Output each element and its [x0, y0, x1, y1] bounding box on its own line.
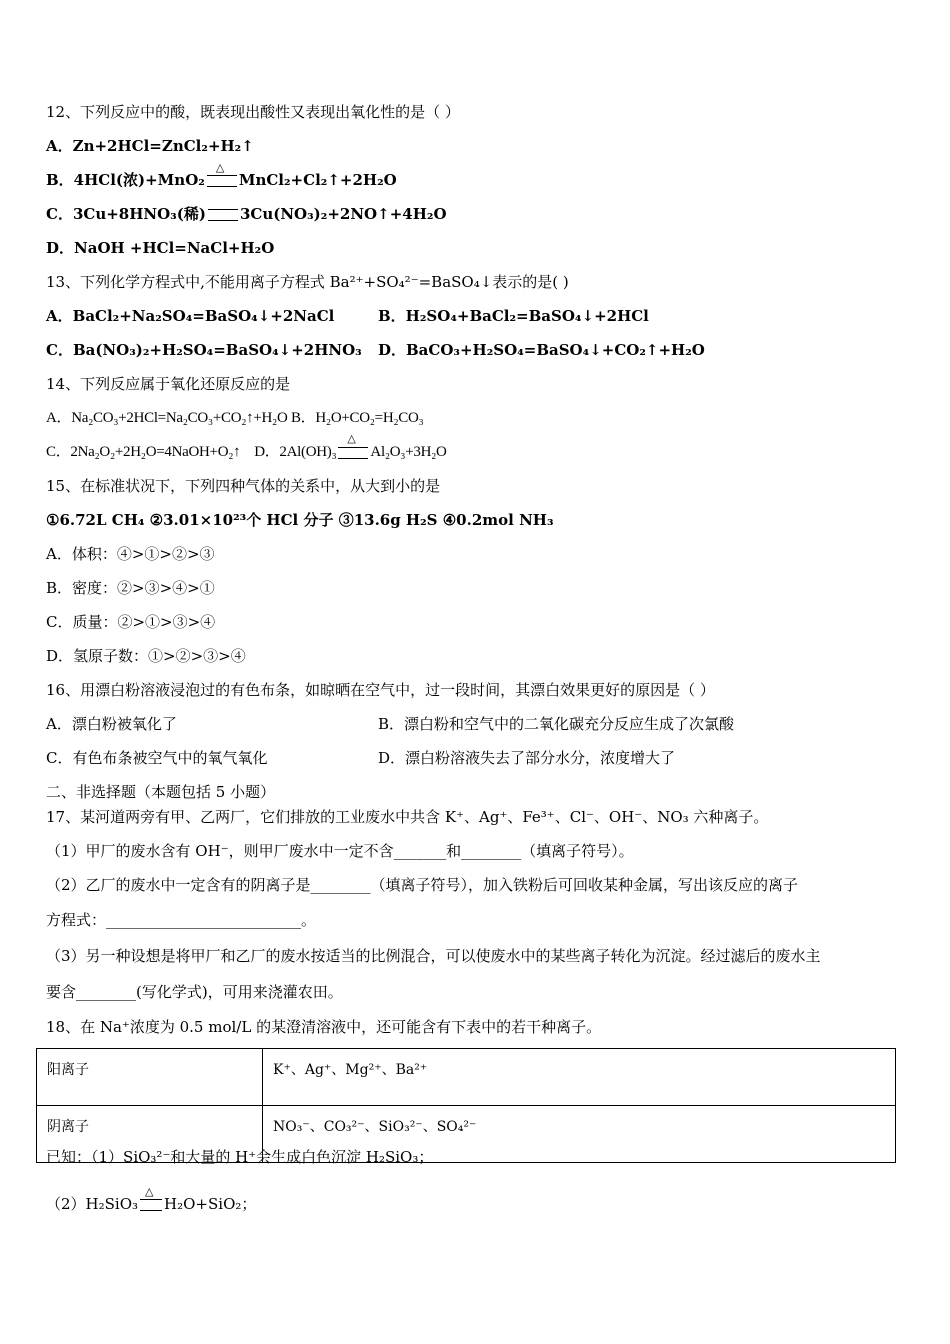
option-a-b: A．Na₂CO₃+2HCl=Na₂CO₃+CO₂↑+H₂O B．H₂O+CO₂=H₂CO₃ — [46, 410, 424, 426]
option-a: A．体积：④>①>②>③ — [46, 545, 215, 563]
sub-question-1: （1）甲厂的废水含有 OH⁻，则甲厂废水中一定不含_______和________（填离子符号）。 — [46, 842, 634, 860]
question-stem: 18、在 Na⁺浓度为 0.5 mol/L 的某澄清溶液中，还可能含有下表中的若干种离子。 — [46, 1018, 602, 1036]
option-row — [46, 340, 705, 360]
equation-left: D．2Al(OH)₃ — [254, 444, 337, 460]
option-row — [46, 306, 649, 326]
heat-triangle-icon: △ — [215, 161, 225, 174]
question-stem: 14、下列反应属于氧化还原反应的是 — [46, 375, 291, 393]
heat-equals-sign — [207, 161, 237, 187]
sub-question-2: （2）乙厂的废水中一定含有的阴离子是________（填离子符号），加入铁粉后可回收某种金属，写出该反应的离子 — [46, 876, 799, 894]
option-row — [46, 432, 447, 462]
option-c: C．Ba(NO₃)₂+H₂SO₄=BaSO₄↓+2HNO₃ — [46, 341, 362, 359]
option-row — [46, 748, 676, 768]
option-b: B．H₂SO₄+BaCl₂=BaSO₄↓+2HCl — [378, 307, 649, 325]
equation-right: 3Cu(NO₃)₂+2NO↑+4H₂O — [239, 205, 447, 223]
sub-question-3-cont: 要含________(写化学式)，可用来浇灌农田。 — [46, 983, 343, 1001]
known-1: 已知：（1）SiO₃²⁻和大量的 H⁺会生成白色沉淀 H₂SiO₃； — [46, 1148, 434, 1166]
option-a: A．BaCl₂+Na₂SO₄=BaSO₄↓+2NaCl — [46, 307, 335, 325]
option-b: B．密度：②>③>④>① — [46, 579, 215, 597]
section-heading: 二、非选择题（本题包括 5 小题） — [46, 783, 276, 801]
row-value: NO₃⁻、CO₃²⁻、SiO₃²⁻、SO₄²⁻ — [263, 1106, 896, 1163]
equation-left: C．3Cu+8HNO₃(稀) — [46, 205, 206, 223]
equation-right: MnCl₂+Cl₂↑+2H₂O — [238, 171, 397, 189]
equation-right: H₂O+SiO₂； — [164, 1195, 257, 1213]
option-d: D．BaCO₃+H₂SO₄=BaSO₄↓+CO₂↑+H₂O — [378, 341, 705, 359]
option-a: A．漂白粉被氧化了 — [46, 715, 177, 733]
option-d — [254, 432, 447, 460]
option-b — [46, 161, 397, 190]
question-stem: 13、下列化学方程式中,不能用离子方程式 Ba²⁺+SO₄²⁻=BaSO₄↓表示的是( ) — [46, 273, 569, 291]
gas-list: ①6.72L CH₄ ②3.01×10²³个 HCl 分子 ③13.6g H₂S ④0.2mol NH₃ — [46, 511, 554, 529]
row-header: 阴离子 — [37, 1106, 263, 1163]
option-c: C．质量：②>①>③>④ — [46, 613, 216, 631]
equation-left: B．4HCl(浓)+MnO₂ — [46, 171, 205, 189]
equals-sign — [208, 209, 238, 221]
row-header: 阳离子 — [37, 1049, 263, 1106]
option-a: A．Zn+2HCl=ZnCl₂+H₂↑ — [46, 137, 254, 155]
question-stem: 15、在标准状况下，下列四种气体的关系中，从大到小的是 — [46, 477, 441, 495]
option-d: D．氢原子数：①>②>③>④ — [46, 647, 246, 665]
option-d: D．NaOH +HCl=NaCl+H₂O — [46, 239, 275, 257]
option-row — [46, 714, 735, 734]
known-2 — [46, 1185, 257, 1214]
heat-equals-sign — [338, 432, 368, 459]
question-stem: 16、用漂白粉溶液浸泡过的有色布条，如晾晒在空气中，过一段时间，其漂白效果更好的原因是（ ） — [46, 681, 715, 699]
question-stem: 12、下列反应中的酸，既表现出酸性又表现出氧化性的是（ ） — [46, 103, 460, 121]
option-b: B．漂白粉和空气中的二氧化碳充分反应生成了次氯酸 — [378, 715, 735, 733]
option-c: C．2Na₂O₂+2H₂O=4NaOH+O₂↑ — [46, 444, 241, 460]
option-c: C．有色布条被空气中的氧气氧化 — [46, 749, 268, 767]
ion-table — [36, 1048, 896, 1163]
option-d: D．漂白粉溶液失去了部分水分，浓度增大了 — [378, 749, 676, 767]
equation-left: （2）H₂SiO₃ — [46, 1195, 139, 1213]
heat-triangle-icon: △ — [347, 432, 356, 445]
equation-right: Al₂O₃+3H₂O — [370, 444, 447, 460]
heat-triangle-icon: △ — [145, 1185, 154, 1198]
row-value: K⁺、Ag⁺、Mg²⁺、Ba²⁺ — [263, 1049, 896, 1106]
heat-equals-sign — [140, 1185, 162, 1211]
table-row — [37, 1049, 896, 1106]
sub-question-2-cont: 方程式：__________________________。 — [46, 911, 317, 929]
option-c — [46, 204, 447, 224]
sub-question-3: （3）另一种设想是将甲厂和乙厂的废水按适当的比例混合，可以使废水中的某些离子转化为沉淀。经过滤后的废水主 — [46, 947, 821, 965]
question-stem: 17、某河道两旁有甲、乙两厂，它们排放的工业废水中共含 K⁺、Ag⁺、Fe³⁺、Cl⁻、OH⁻、NO₃ 六种离子。 — [46, 808, 769, 826]
